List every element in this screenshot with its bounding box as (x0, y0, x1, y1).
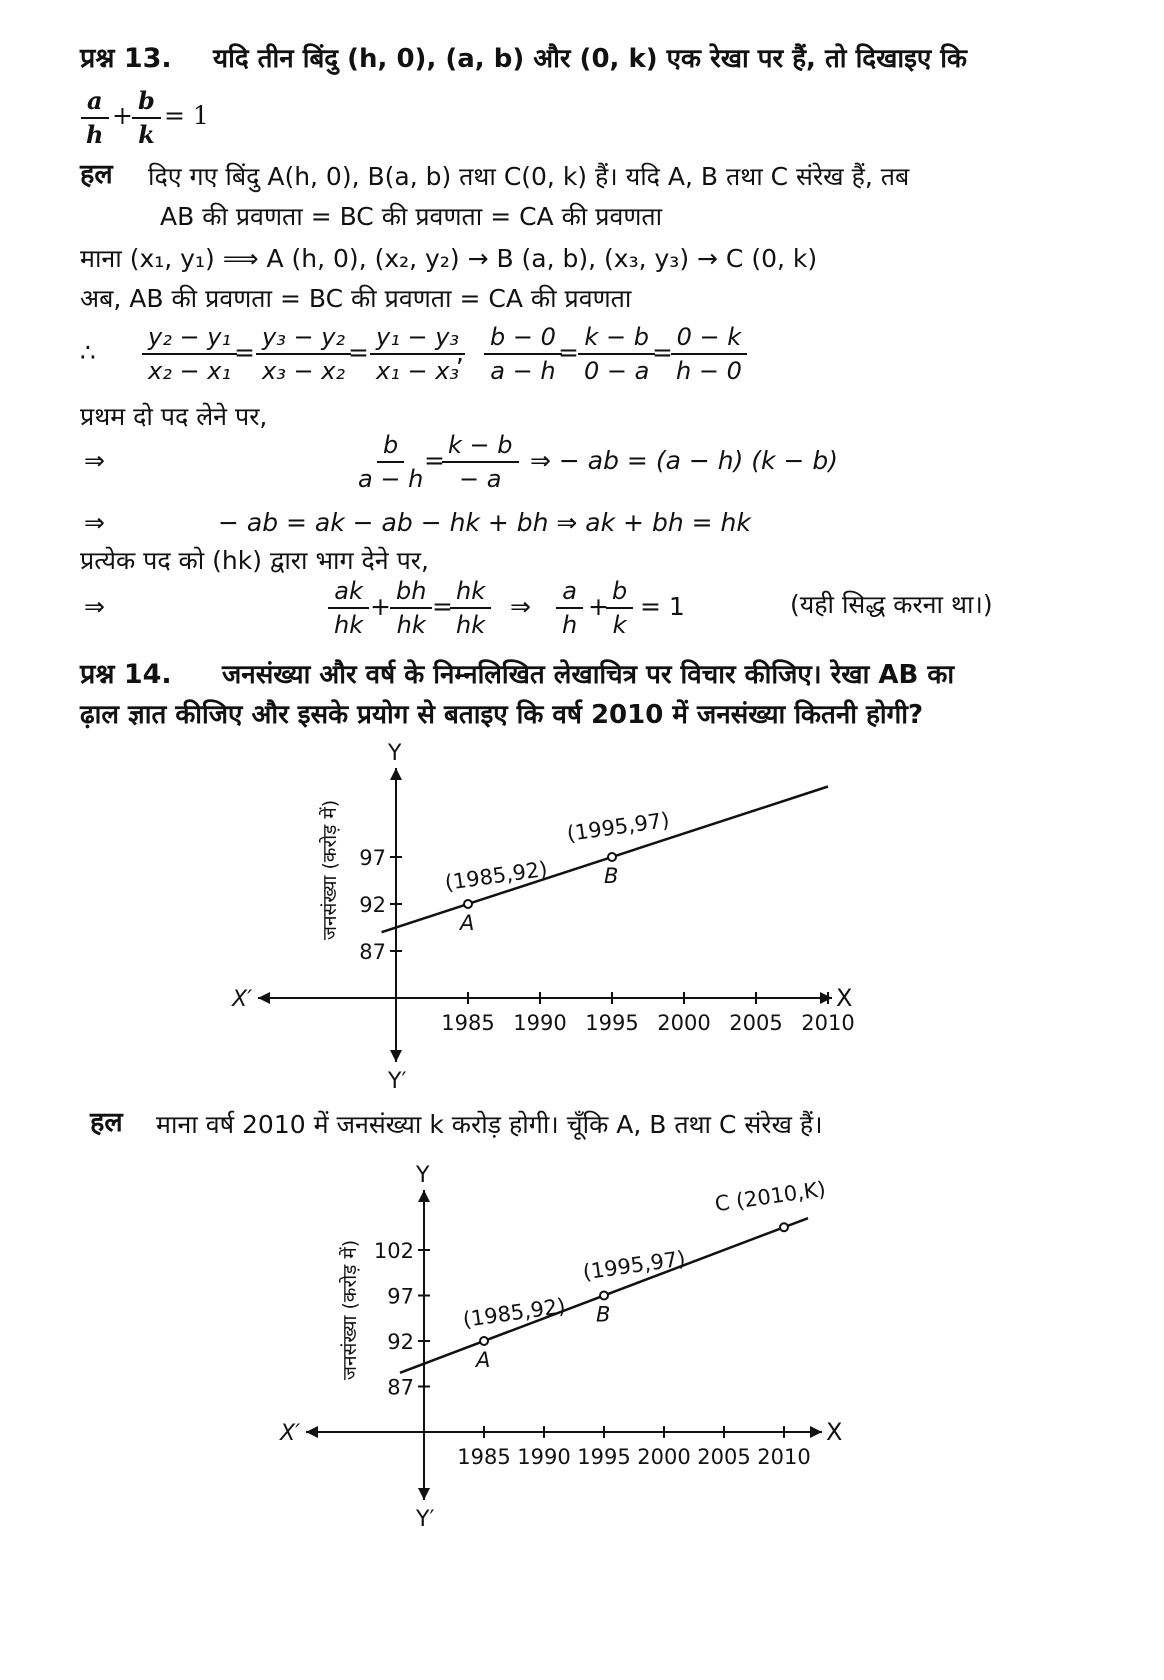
y-axis-label: Y (388, 741, 402, 766)
x-tick-label: 2005 (697, 1445, 751, 1469)
x-tick-label: 2010 (757, 1445, 811, 1469)
point-A (480, 1337, 488, 1345)
y-tick-label: 92 (387, 1330, 414, 1354)
solution-14-text: माना वर्ष 2010 में जनसंख्या k करोड़ होगी। चूँकि A, B तथा C संरेख हैं। (156, 1110, 823, 1139)
eq-sign: = (558, 338, 579, 367)
question-14-line-2: ढ़ाल ज्ञात कीजिए और इसके प्रयोग से बताइए कि वर्ष 2010 में जनसंख्या कितनी होगी? (80, 700, 924, 730)
x-tick-label: 1985 (441, 1011, 495, 1035)
slope-frac-3: $\frac{\text{y₁ − y₃}}{\text{x₁ − x₃}}$ (370, 322, 465, 386)
slope-frac-1: $\frac{\text{y₂ − y₁}}{\text{x₂ − x₁}}$ (142, 322, 237, 386)
claim-equals-one: = 1 (164, 101, 209, 130)
frac-a-h: $\frac{a}{h}$ (556, 576, 583, 640)
claim-plus: + (112, 101, 133, 130)
x-tick-label: 2000 (637, 1445, 691, 1469)
eq-sign: = (234, 338, 255, 367)
point-label-C: C (2010,K) (713, 1176, 828, 1217)
x-tick-label: 2010 (801, 1011, 855, 1035)
y-tick-label: 92 (359, 893, 386, 917)
point-name-A: A (476, 1348, 491, 1372)
solution-13-label: हल (80, 159, 113, 190)
plus-sign: + (588, 592, 609, 621)
x-tick-label: 1990 (513, 1011, 567, 1035)
eq-sign: = (348, 338, 369, 367)
y-axis-label: Y (416, 1163, 430, 1188)
y-tick-label: 87 (387, 1375, 414, 1400)
frac-bh-hk: $\frac{bh}{hk}$ (390, 576, 432, 640)
slope-equality-line: AB की प्रवणता = BC की प्रवणता = CA की प्रवणता (160, 202, 663, 231)
y-arrow-up (418, 1190, 430, 1202)
eq-sign: = (652, 338, 673, 367)
eq-frac-1: $\frac{b}{a - h}$ (358, 431, 424, 493)
point-label-B: (1995,97) (581, 1246, 687, 1285)
solution-13-intro: दिए गए बिंदु A(h, 0), B(a, b) तथा C(0, k) हैं। यदि A, B तथा C संरेख हैं, तब (148, 162, 910, 191)
x-arrow-left (258, 992, 270, 1004)
equals-one: = 1 (640, 592, 685, 621)
expansion-line: − ab = ak − ab − hk + bh ⇒ ak + bh = hk (218, 508, 751, 537)
point-B (608, 853, 616, 861)
question-14-line-1: जनसंख्या और वर्ष के निम्नलिखित लेखाचित्र पर विचार कीजिए। रेखा AB का (222, 660, 955, 690)
eq-sign: = (432, 592, 453, 621)
comma: , (456, 338, 464, 367)
claim-fraction-a-h: $\frac{a}{h}$ (80, 86, 109, 150)
point-A (464, 900, 472, 908)
y-tick-label: 97 (359, 846, 386, 870)
slope-frac-4: $\frac{b - 0}{a - h}$ (484, 322, 562, 386)
trend-line-AB (382, 787, 828, 933)
x-tick-label: 2005 (729, 1011, 783, 1035)
cross-multiply-result: ⇒ − ab = (a − h) (k − b) (530, 446, 838, 475)
first-two-terms: प्रथम दो पद लेने पर, (80, 402, 268, 431)
solution-14-label: हल (90, 1107, 123, 1138)
implies-symbol: ⇒ (84, 592, 105, 621)
population-chart-2 (270, 1163, 870, 1540)
plus-sign: + (370, 592, 391, 621)
point-name-A: A (460, 911, 475, 935)
x-tick-label: 1995 (585, 1011, 639, 1035)
point-name-B: B (596, 1302, 611, 1327)
point-label-A: (1985,92) (461, 1293, 567, 1332)
implies-symbol: ⇒ (84, 508, 105, 537)
let-points-line: माना (x₁, y₁) ⟹ A (h, 0), (x₂, y₂) → B (a, b), (x₃, y₃) → C (0, k) (80, 244, 818, 273)
implies-symbol: ⇒ (84, 446, 105, 475)
y-neg-axis-label: Y′ (388, 1069, 407, 1094)
x-arrow-right (820, 992, 832, 1004)
y-tick-label: 97 (387, 1284, 414, 1309)
divide-by-hk-line: प्रत्येक पद को (hk) द्वारा भाग देने पर, (80, 546, 429, 575)
therefore-symbol: ∴ (80, 338, 96, 367)
y-arrow-down (390, 1050, 402, 1062)
x-axis-label: X (836, 984, 853, 1012)
y-arrow-down (418, 1488, 430, 1500)
x-tick-label: 1990 (517, 1445, 571, 1469)
frac-b-k: $\frac{b}{k}$ (606, 576, 633, 640)
y-tick-label: 102 (373, 1239, 414, 1263)
claim-fraction-b-k: $\frac{b}{k}$ (132, 86, 161, 150)
x-neg-axis-label: X′ (280, 1421, 301, 1446)
x-axis-label: X (826, 1418, 843, 1446)
eq-frac-2: $\frac{k - b}{- a}$ (442, 430, 519, 494)
implies-symbol: ⇒ (510, 592, 531, 621)
x-neg-axis-label: X′ (232, 987, 253, 1012)
x-arrow-left (306, 1426, 318, 1438)
question-13-text: यदि तीन बिंदु (h, 0), (a, b) और (0, k) एक रेखा पर हैं, तो दिखाइए कि (213, 44, 968, 74)
question-13-label: प्रश्न 13. (80, 43, 172, 74)
now-slope-line: अब, AB की प्रवणता = BC की प्रवणता = CA की प्रवणता (80, 284, 632, 313)
y-axis-title: जनसंख्या (करोड़ में) (339, 1239, 361, 1381)
slope-frac-6: $\frac{0 - k}{h - 0}$ (670, 322, 748, 386)
proved-note: (यही सिद्ध करना था।) (790, 590, 993, 619)
point-name-B: B (604, 864, 619, 888)
eq-sign: = (424, 446, 445, 475)
point-label-A: (1985,92) (443, 856, 549, 895)
y-arrow-up (390, 768, 402, 780)
y-tick-label: 87 (359, 940, 386, 964)
question-14-label: प्रश्न 14. (80, 659, 172, 690)
point-C (780, 1223, 788, 1231)
population-chart-1 (232, 740, 880, 1100)
point-B (600, 1292, 608, 1300)
x-tick-label: 2000 (657, 1011, 711, 1035)
x-arrow-right (810, 1426, 822, 1438)
y-axis-title: जनसंख्या (करोड़ में) (319, 799, 341, 941)
frac-ak-hk: $\frac{ak}{hk}$ (328, 576, 369, 640)
x-tick-label: 1985 (457, 1445, 511, 1469)
frac-hk-hk: $\frac{hk}{hk}$ (450, 576, 491, 640)
x-tick-label: 1995 (577, 1445, 631, 1469)
point-label-B: (1995,97) (565, 807, 671, 846)
slope-frac-5: $\frac{k - b}{0 - a}$ (578, 322, 655, 386)
y-neg-axis-label: Y′ (416, 1507, 435, 1532)
slope-frac-2: $\frac{\text{y₃ − y₂}}{\text{x₃ − x₂}}$ (256, 322, 351, 386)
